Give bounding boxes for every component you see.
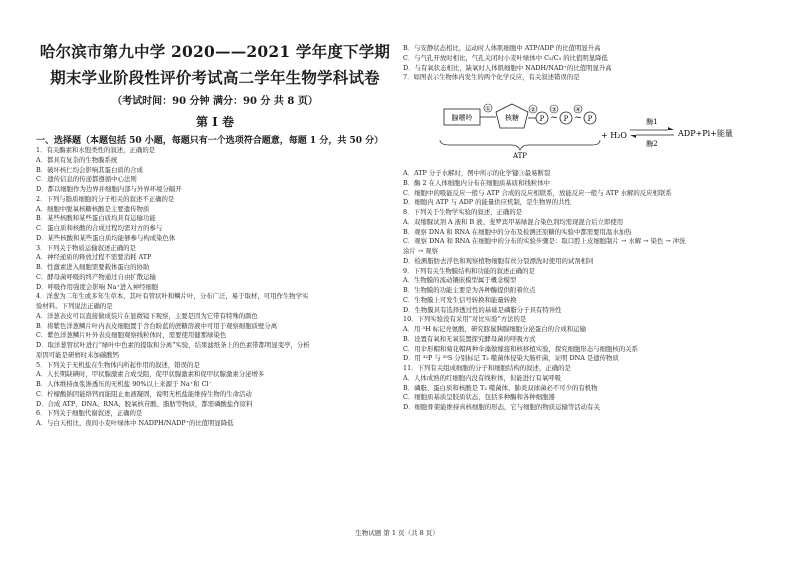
- atp-brace: [440, 140, 600, 150]
- exam-info: （考试时间：90 分钟 满分：90 分 共 8 页）: [112, 96, 318, 107]
- question-line: A．生物膜的流动镶嵌模型属于概念模型: [403, 276, 517, 285]
- question-line: B．人体维持血浆渗透压的无机盐 90%以上来源于 Na⁺和 Cl⁻: [36, 380, 212, 388]
- question-line: D．细胞内 ATP 与 ADP 的能量供应机制，是生物界的共性: [403, 198, 571, 207]
- question-line: C．遗传信息的传递都遵循中心法则: [36, 175, 137, 184]
- question-line: C．蛋白质和核酸的合成过程均需对方的参与: [36, 224, 163, 232]
- question-line: C．酵母菌呼吸的终产物通过自由扩散运输: [36, 272, 156, 281]
- question-line: C．细胞中的吸能反应一般与 ATP 合成的反应相联系，放能反应一般与 ATP 水解的反应相联系: [403, 188, 672, 197]
- question-line: B．酶 2 在人体细胞内分布在细胞质基质和线粒体中: [403, 178, 551, 187]
- question-line: C．生物膜上可发生信号转换和能量转换: [403, 295, 517, 304]
- question-line: D．检测脂肪去浮色和观察植物细胞有丝分裂漂洗时使用的试剂相同: [403, 256, 594, 265]
- question-line: 原因可能是研磨时未加碳酸钙: [36, 350, 120, 359]
- atp-diagram: [430, 100, 760, 162]
- question-line: B．与安静状态相比，运动时人体肌细胞中 ATP/ADP 的比值明显升高: [403, 44, 601, 52]
- question-line: 验材料。下列说法正确的是: [36, 302, 113, 310]
- question-line: D．某些核酸和某些蛋白质均能够参与构成染色体: [36, 233, 176, 242]
- question-line: 11．下列有关组成细胞的分子和细胞结构的叙述，正确的是: [403, 364, 571, 372]
- question-line: D．取洋葱管状叶进行“绿叶中色素的提取和分离”实验，结果滤纸条上的色素带都明显变亭，分析: [36, 341, 310, 349]
- question-line: D．用 ³²P 与 ³⁵S 分别标记 T₂ 噬菌体侵染大肠杆菌，证明 DNA 是遗传物质: [403, 354, 619, 363]
- marker-2-label: ②: [530, 106, 536, 114]
- question-line: A．神经递质的释放过程不需要消耗 ATP: [36, 253, 152, 262]
- question-line: B．某些核酸和某些蛋白质均具有运输功能: [36, 214, 156, 223]
- question-line: 1．有关酶素和水饱类性的叙述，正确的是: [36, 146, 156, 154]
- question-line: B．生物膜的功能主要是为各种酶提供附着位点: [403, 286, 536, 294]
- ribose-label: 核糖: [505, 114, 519, 122]
- question-line: C．用伞形帽和菊花帽两种伞藻做嫁接和核移植实验，探究细胞形态与细胞核的关系: [403, 344, 638, 353]
- high-energy-bond-1: ~: [550, 113, 558, 123]
- question-line: 3．下列关于物质运输叙述正确的是: [36, 243, 136, 252]
- question-line: B．将紫色洋葱鳞片叶内表皮细胞置于含台盼蓝的蔗糖溶液中可用于观察细胞质壁分离: [36, 321, 278, 330]
- phosphate-1-label: P: [539, 115, 545, 123]
- question-line: D．细胞骨架能维持真核细胞的形态，它与细胞的物质运输等活动有关: [403, 403, 600, 411]
- question-line: C．细胞质基质呈胶质状态，包括多种酶和各种细胞器: [403, 393, 555, 402]
- question-line: A．双缩脲试剂 A 液和 B 液、斐罗宾甲基绿混合染色剂均需现混合后立即使用: [403, 217, 624, 226]
- marker-1-label: ①: [485, 105, 491, 113]
- question-line: A．都具有复杂的生物膜系统: [36, 155, 118, 164]
- question-line: 7．如图表示生物体内发生的两个化学反应，有关叙述错误的是: [403, 73, 580, 82]
- question-line: 9．下列有关生物膜结构和功能的叙述正确的是: [403, 266, 535, 275]
- question-line: C．观察 DNA 和 RNA 在细胞中的分布的实验步骤是：取口腔上皮细胞制片 → 水解 → 染色 → 冲洗: [403, 237, 686, 246]
- adenine-label: 腺嘌呤: [451, 114, 473, 122]
- right-question-list-top: [403, 44, 612, 83]
- right-question-list-bottom: [403, 169, 686, 413]
- question-line: C．紫色洋葱鳞片叶外表皮细胞观察线粒体时，需要使用健那绿染色: [36, 331, 227, 340]
- question-line: D．呼吸作用强度会影响 Na⁺进入神经细胞: [36, 282, 159, 291]
- question-line: D．合成 ATP、DNA、RNA、脱氧核苷酸、脂肪等物质，都需磷酸盐作原料: [36, 399, 253, 408]
- question-line: A．ATP 分子水解时，图中所示的化学键③最易断裂: [403, 169, 551, 177]
- page-footer: 生物试题 第 1 页（共 8 页）: [355, 529, 439, 537]
- exam-title-line-1: 哈尔滨市第九中学 2020——2021 学年度下学期: [39, 42, 391, 61]
- question-line: D．生物膜具有选择透过性的基础是磷脂分子具有特异性: [403, 305, 562, 314]
- question-line: B．磷脂、蛋白质和核酸是 T₂ 噬菌体、肺炎双球菌必不可少的有机物: [403, 383, 598, 392]
- question-line: 6．下列关于细胞代谢叙述，正确的是: [36, 409, 143, 418]
- question-line: 涂片 → 观察: [403, 247, 438, 255]
- question-line: 2．下列与脂质细胞的分子相关的叙述不正确的是: [36, 194, 175, 203]
- question-line: D．与有氧状态相比，缺氧时人体肌细胞中 NADH/NAD⁺的比值明显升高: [403, 63, 612, 72]
- high-energy-bond-2: ~: [574, 113, 582, 123]
- left-question-list: [36, 146, 310, 429]
- question-line: B．性激素进入细胞需要载体蛋白的协助: [36, 263, 150, 271]
- water-label: + H₂O: [601, 131, 627, 140]
- phosphate-3-label: P: [587, 115, 593, 123]
- question-line: 4．洋葱为二年生或多年生草本，其叶有管状叶和鳞片叶，分布广泛，易于取材，可用作生物学实: [36, 292, 309, 301]
- marker-4-label: ④: [575, 106, 581, 114]
- question-line: B．观察 DNA 和 RNA 在细胞中的分布及检测还原糖的实验中都需要用温水加热: [403, 227, 632, 236]
- question-line: 10．下列实验没有采用“对比实验”方法的是: [403, 315, 527, 324]
- marker-3-label: ③: [551, 106, 557, 114]
- atp-label: ATP: [512, 152, 528, 160]
- exam-title-line-2: 期末学业阶段性评价考试高二学年生物学科试卷: [50, 68, 380, 87]
- question-line: C．与气孔开放时相比，气孔关闭时小麦叶绿体中 C₅/C₃ 的比值明显降低: [403, 53, 608, 62]
- question-line: B．设置有氧和无氧装置探究酵母菌的呼吸方式: [403, 334, 536, 343]
- question-line: A．人长期缺碘时，甲状腺激素合成受阻，促甲状腺激素和促甲状腺激素分泌增多: [36, 370, 265, 379]
- enzyme-1-label: 酶1: [646, 118, 658, 126]
- section-heading: 一、选择题（本题包括 50 小题，每题只有一个选项符合题意，每题 1 分，共 50 分）: [36, 136, 384, 146]
- question-line: A．细胞中脱氧核糖核酸是主要遗传物质: [36, 204, 150, 213]
- enzyme-2-label: 酶2: [646, 140, 658, 148]
- question-line: 5．下列关于无机盐在生物体内所起作用的叙述，错误的是: [36, 360, 200, 369]
- question-line: C．柠檬酸钠因能络钙而能阻止血液凝固，说明无机盐能维持生物的生命活动: [36, 389, 252, 398]
- question-line: A．与白天相比，夜间小麦叶绿体中 NADPH/NADP⁺的比值明显降低: [36, 419, 234, 427]
- reverse-arrowhead: [630, 135, 636, 138]
- phosphate-2-label: P: [563, 115, 569, 123]
- forward-arrowhead: [668, 127, 674, 130]
- volume-heading: 第 I 卷: [196, 115, 234, 129]
- question-line: D．都以细胞作为边界并细胞内部与外界环境分隔开: [36, 185, 182, 193]
- question-line: A．人体成熟的红细胞内没有线粒体，但能进行有氧呼吸: [403, 373, 561, 382]
- products-label: ADP+Pi+能量: [678, 129, 733, 138]
- question-line: B．破坏核仁均会影响其蛋白质的合成: [36, 165, 143, 174]
- question-line: 8．下列关于生物学实验的叙述，正确的是: [403, 208, 523, 216]
- question-line: A．用 ³H 标记亮氨酸，研究豚鼠胰腺细胞分泌蛋白的合成和运输: [403, 325, 586, 333]
- question-line: A．洋葱表皮可以直接做成装片在显微镜下观察，主要是因为它带有特殊的颜色: [36, 311, 258, 320]
